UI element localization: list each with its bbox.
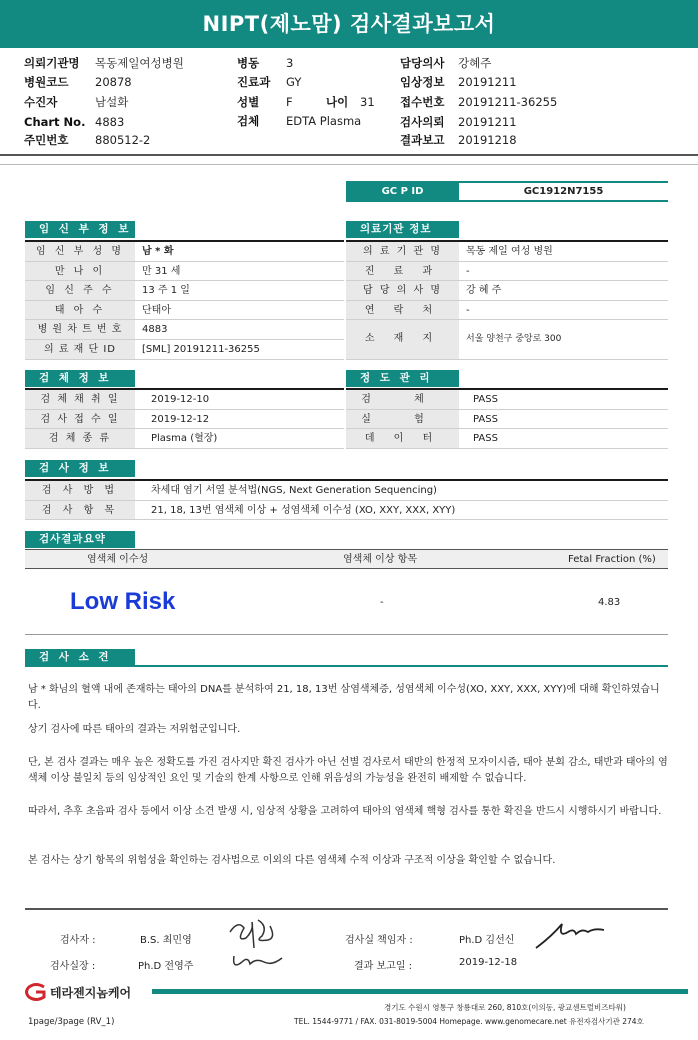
age-value: 31 <box>360 95 375 109</box>
summary-col-abnormal: 염색체 이상 항목 <box>343 554 417 565</box>
header-value: F <box>286 95 293 109</box>
header-label: 병동 <box>237 56 260 70</box>
page-indicator: 1page/3page (RV_1) <box>28 1017 115 1027</box>
header-label: 검사의뢰 <box>400 115 445 129</box>
table-row: 임 신 주 수 13 주 1 일 <box>25 281 344 301</box>
company-name: 테라젠지놈케어 <box>50 986 132 1000</box>
header-value: EDTA Plasma <box>286 114 362 128</box>
tester-signature <box>224 912 288 974</box>
company-address: 경기도 수원시 영통구 창룡대로 260, 810호(이의동, 광교센트럴비즈타워) <box>384 1003 626 1012</box>
specimen-table <box>25 388 344 449</box>
summary-header-row <box>25 549 668 569</box>
table-row: 검 사 항 목 21, 18, 13번 염색체 이상 + 성염색체 이수성 (XO, XXY, XXX, XYY) <box>25 501 668 521</box>
table-row: 연 락 처 - <box>346 301 668 321</box>
table-row: 데 이 터 PASS <box>346 429 668 449</box>
section-title-pregnancy: 임 신 부 정 보 <box>25 221 135 238</box>
header-value: 4883 <box>95 115 125 129</box>
table-row: 진 료 과 - <box>346 262 668 282</box>
tester-label: 검사자 : <box>60 935 96 946</box>
header-label: Chart No. <box>24 115 86 129</box>
header-divider <box>0 154 698 156</box>
header-label: 병원코드 <box>24 75 69 89</box>
table-row: 의 료 기 관 명 목동 제일 여성 병원 <box>346 242 668 262</box>
gcp-id-value: GC1912N7155 <box>459 181 668 202</box>
header-value: 남설화 <box>95 95 129 109</box>
findings-underline <box>25 665 668 667</box>
section-title-qc: 정 도 관 리 <box>346 370 459 387</box>
table-row: 담 당 의 사 명 강 혜 주 <box>346 281 668 301</box>
result-low-risk: Low Risk <box>70 588 176 615</box>
header-label: 주민번호 <box>24 133 69 147</box>
header-label: 담당의사 <box>400 56 445 70</box>
pregnancy-table <box>25 240 344 360</box>
section-title-institution: 의료기관 정보 <box>346 221 459 238</box>
findings-paragraph: 상기 검사에 따른 태아의 결과는 저위험군입니다. <box>28 724 241 735</box>
table-row: 만 나 이 만 31 세 <box>25 262 344 282</box>
header-label: 수진자 <box>24 95 58 109</box>
genomecare-logo-icon <box>24 982 48 1002</box>
section-title-summary: 검사결과요약 <box>25 531 135 548</box>
report-date-label: 결과 보고일 : <box>354 961 413 972</box>
signature-stroke <box>230 920 282 965</box>
findings-paragraph: 본 검사는 상기 항목의 위험성을 확인하는 검사법으로 이외의 다른 염색체 수적 이상과 구조적 이상을 확인할 수 없습니다. <box>28 855 556 866</box>
summary-divider <box>25 634 668 635</box>
header-value: 20191211 <box>458 115 517 129</box>
summary-col-fetal-fraction: Fetal Fraction (%) <box>568 554 656 565</box>
tester-name: B.S. 최민영 <box>140 935 192 946</box>
table-row: 검 사 접 수 일 2019-12-12 <box>25 410 344 430</box>
director-label: 검사실 책임자 : <box>345 935 413 946</box>
director-signature <box>532 914 610 954</box>
section-title-test: 검 사 정 보 <box>25 460 135 477</box>
table-row: 검 체 종 류 Plasma (혈장) <box>25 429 344 449</box>
gcp-id-label: GC P ID <box>346 181 459 202</box>
header-label: 결과보고 <box>400 133 445 147</box>
director-name: Ph.D 김선신 <box>459 935 515 946</box>
header-value: 20878 <box>95 75 132 89</box>
header-value: GY <box>286 75 302 89</box>
header-value: 20191211 <box>458 75 517 89</box>
report-title: NIPT(제노맘) 검사결과보고서 <box>0 0 698 48</box>
summary-col-aneuploidy: 염색체 이수성 <box>87 554 149 565</box>
header-label: 검체 <box>237 114 260 128</box>
findings-paragraph: 남 * 화님의 혈액 내에 존재하는 태아의 DNA를 분석하여 21, 18, 13번 삼염색체증, 성염색체 이수성(XO, XXY, XXX, XYY)에 대해 확인하였습니다. <box>28 684 660 711</box>
result-abnormal-value: - <box>380 597 384 608</box>
report-date-value: 2019-12-18 <box>459 957 518 968</box>
findings-paragraph: 따라서, 추후 초음파 검사 등에서 이상 소견 발생 시, 임상적 상황을 고려하여 태아의 염색체 핵형 검사를 통한 확진을 반드시 시행하시기 바랍니다. <box>28 806 662 817</box>
table-row: 태 아 수 단태아 <box>25 301 344 321</box>
header-value: 목동제일여성병원 <box>95 56 184 70</box>
header-divider-thin <box>0 164 698 165</box>
header-value: 20191211-36255 <box>458 95 558 109</box>
header-value: 3 <box>286 56 294 70</box>
company-contact: TEL. 1544-9771 / FAX. 031-8019-5004 Homepage. www.genomecare.net 유전자검사기관 274호 <box>294 1017 644 1026</box>
table-row: 실 험 PASS <box>346 410 668 430</box>
test-table <box>25 479 668 520</box>
chief-label: 검사실장 : <box>50 961 96 972</box>
table-row: 검 사 방 법 차세대 염기 서열 분석법(NGS, Next Generation Sequencing) <box>25 481 668 501</box>
header-value: 20191218 <box>458 133 517 147</box>
signature-divider <box>25 908 668 910</box>
table-row: 검 체 PASS <box>346 390 668 410</box>
table-row: 검 체 채 취 일 2019-12-10 <box>25 390 344 410</box>
table-row: 소 재 지 서울 양천구 중앙로 300 <box>346 320 668 359</box>
qc-table <box>346 388 668 449</box>
header-label: 성별 <box>237 95 260 109</box>
header-label: 의뢰기관명 <box>24 56 80 70</box>
header-value: 880512-2 <box>95 133 151 147</box>
header-label: 진료과 <box>237 75 271 89</box>
header-label: 임상정보 <box>400 75 445 89</box>
table-row: 병 원 차 트 번 호 4883 <box>25 320 344 340</box>
signature-stroke <box>536 924 604 948</box>
footer-teal-bar <box>152 989 688 994</box>
age-label: 나이 <box>326 95 349 109</box>
chief-name: Ph.D 전영주 <box>138 961 194 972</box>
header-value: 강혜주 <box>458 56 492 70</box>
section-title-findings: 검 사 소 견 <box>25 649 135 666</box>
table-row: 임 신 부 성 명 남 * 화 <box>25 242 344 262</box>
section-title-specimen: 검 체 정 보 <box>25 370 135 387</box>
header-label: 접수번호 <box>400 95 445 109</box>
table-row: 의 료 재 단 ID [SML] 20191211-36255 <box>25 340 344 360</box>
findings-paragraph: 단, 본 검사 결과는 매우 높은 정확도를 가진 검사지만 확진 검사가 아닌 선별 검사로서 태반의 한정적 모자이시즘, 태아 분회 감소, 태반과 태아의 염색체 이상 불일치 등의 임상적인 요인 및 기술의 한계 사항으로 인해 위음성의 가능성을 완전히 배제할 수 없습니다. <box>28 757 668 784</box>
institution-table <box>346 240 668 360</box>
result-fetal-fraction-value: 4.83 <box>598 597 621 608</box>
